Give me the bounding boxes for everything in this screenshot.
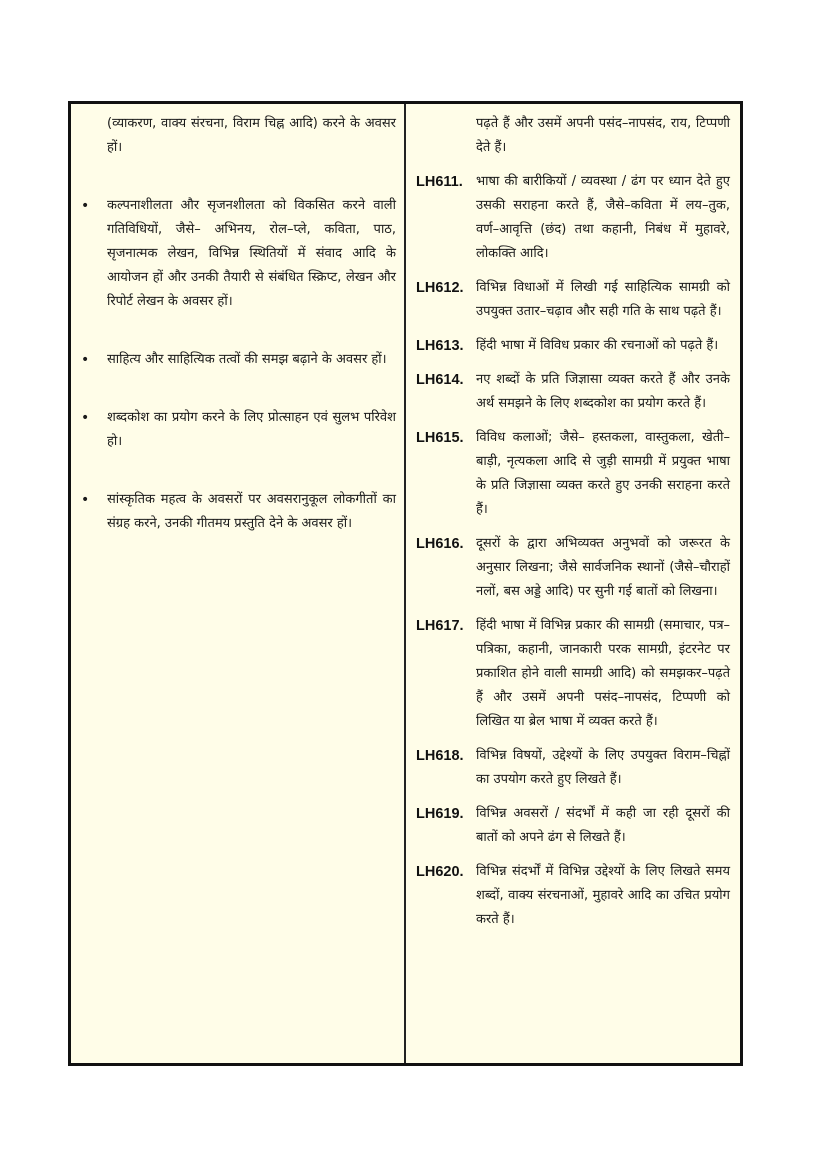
learning-outcome-item [416, 334, 730, 358]
outcome-text: नए शब्दों के प्रति जिज्ञासा व्यक्त करते हैं और उनके अर्थ समझने के लिए शब्दकोश का प्रयोग करते हैं। [476, 372, 730, 411]
bullet-item [81, 348, 396, 372]
left-continuation-text: (व्याकरण, वाक्य संरचना, विराम चिह्न आदि) करने के अवसर हों। [107, 116, 396, 155]
bullet-text: कल्पनाशीलता और सृजनशीलता को विकसित करने वाली गतिविधियों, जैसे– अभिनय, रोल–प्ले, कविता, पाठ, सृजनात्मक लेखन, विभिन्न स्थितियों में संवाद आदि के आयोजन हों और उनकी तैयारी से संबंधित स्क्रिप्ट, लेखन और रिपोर्ट लेखन के अवसर हों। [107, 198, 396, 309]
outcome-code: LH614. [416, 372, 464, 388]
bullet-icon: • [81, 410, 90, 426]
bullet-item [81, 194, 396, 314]
pedagogical-processes-column [71, 104, 406, 1063]
outcome-text: विभिन्न विधाओं में लिखी गई साहित्यिक सामग्री को उपयुक्त उतार–चढ़ाव और सही गति के साथ पढ़ते हैं। [476, 280, 730, 319]
outcome-code: LH613. [416, 338, 464, 354]
bullet-item [81, 488, 396, 536]
outcome-code: LH612. [416, 280, 464, 296]
outcome-text: हिंदी भाषा में विविध प्रकार की रचनाओं को पढ़ते हैं। [476, 338, 719, 353]
learning-outcome-item [416, 276, 730, 324]
outcome-text: भाषा की बारीकियों / व्यवस्था / ढंग पर ध्यान देते हुए उसकी सराहना करते हैं, जैसे–कविता में लय–तुक, वर्ण–आवृत्ति (छंद) तथा कहानी, निबंध में मुहावरे, लोकक्ति आदि। [476, 174, 730, 261]
bullet-text: साहित्य और साहित्यिक तत्वों की समझ बढ़ाने के अवसर हों। [107, 352, 387, 367]
right-continuation-text: पढ़ते हैं और उसमें अपनी पसंद–नापसंद, राय, टिप्पणी देते हैं। [476, 116, 730, 155]
curriculum-table [68, 101, 743, 1066]
outcome-code: LH611. [416, 174, 463, 190]
outcome-text: दूसरों के द्वारा अभिव्यक्त अनुभवों को जरूरत के अनुसार लिखना; जैसे सार्वजनिक स्थानों (जैसे–चौराहों नलों, बस अड्डे आदि) पर सुनी गई बातों को लिखना। [476, 536, 730, 599]
learning-outcome-item [416, 426, 730, 522]
outcome-code: LH620. [416, 864, 464, 880]
outcome-code: LH618. [416, 748, 464, 764]
bullet-item [81, 406, 396, 454]
outcome-code: LH616. [416, 536, 464, 552]
learning-outcome-item [416, 860, 730, 932]
outcome-text: विभिन्न अवसरों / संदर्भों में कही जा रही दूसरों की बातों को अपने ढंग से लिखते हैं। [476, 806, 730, 845]
learning-outcome-item [416, 744, 730, 792]
outcome-text: हिंदी भाषा में विभिन्न प्रकार की सामग्री (समाचार, पत्र–पत्रिका, कहानी, जानकारी परक सामग्री, इंटरनेट पर प्रकाशित होने वाली सामग्री आदि) को समझकर–पढ़ते हैं और उसमें अपनी पसंद–नापसंद, टिप्पणी को लिखित या ब्रेल भाषा में व्यक्त करते हैं। [476, 618, 730, 729]
learning-outcome-item [416, 368, 730, 416]
outcome-code: LH617. [416, 618, 464, 634]
bullet-icon: • [81, 198, 90, 214]
learning-outcomes-column [406, 104, 740, 1063]
outcome-text: विभिन्न विषयों, उद्देश्यों के लिए उपयुक्त विराम–चिह्नों का उपयोग करते हुए लिखते हैं। [476, 748, 730, 787]
bullet-text: सांस्कृतिक महत्व के अवसरों पर अवसरानुकूल लोकगीतों का संग्रह करने, उनकी गीतमय प्रस्तुति देने के अवसर हों। [107, 492, 396, 531]
bullet-icon: • [81, 492, 90, 508]
bullet-icon: • [81, 352, 90, 368]
learning-outcome-item [416, 802, 730, 850]
outcome-code: LH615. [416, 430, 464, 446]
learning-outcome-item [416, 614, 730, 734]
learning-outcome-item [416, 532, 730, 604]
outcome-text: विविध कलाओं; जैसे– हस्तकला, वास्तुकला, खेती–बाड़ी, नृत्यकला आदि से जुड़ी सामग्री में प्रयुक्त भाषा के प्रति जिज्ञासा व्यक्त करते हुए उनकी सराहना करते हैं। [476, 430, 730, 517]
learning-outcome-item [416, 170, 730, 266]
bullet-text: शब्दकोश का प्रयोग करने के लिए प्रोत्साहन एवं सुलभ परिवेश हो। [107, 410, 396, 449]
outcome-text: विभिन्न संदर्भों में विभिन्न उद्देश्यों के लिए लिखते समय शब्दों, वाक्य संरचनाओं, मुहावरे आदि का उचित प्रयोग करते हैं। [476, 864, 730, 927]
outcome-code: LH619. [416, 806, 464, 822]
